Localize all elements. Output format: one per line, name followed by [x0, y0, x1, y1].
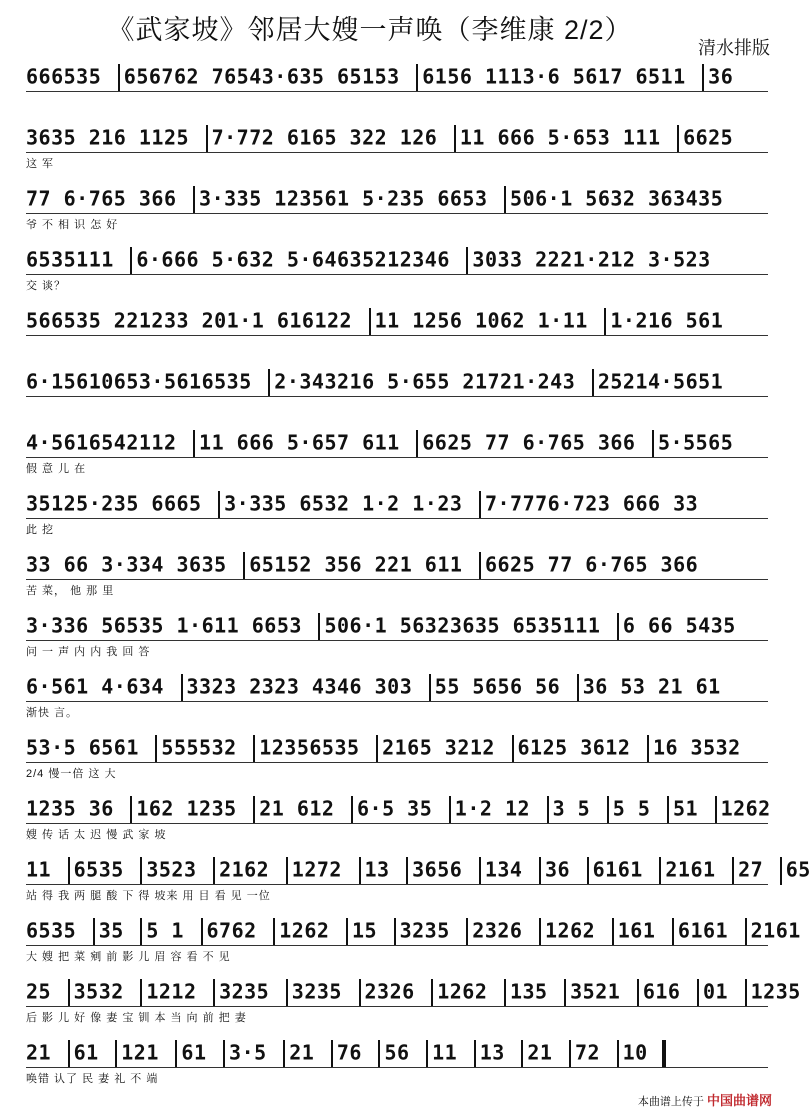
bar-line	[253, 796, 255, 824]
bar-line	[587, 857, 589, 885]
measure: 77 6·765 366	[26, 186, 190, 211]
measure: 72	[574, 1040, 613, 1065]
lyrics-line: 这 军	[26, 158, 55, 170]
measure: 2·343216 5·655 21721·243	[274, 369, 588, 394]
notation-line	[26, 64, 768, 92]
lyrics-line: 大 嫂 把 菜 剜 前 影 儿 眉 容 看 不 见	[26, 951, 231, 963]
bar-line	[378, 1040, 380, 1068]
measure: 1262	[720, 796, 771, 821]
score-row	[26, 241, 768, 302]
measure: 6·561 4·634	[26, 674, 177, 699]
bar-line	[140, 918, 142, 946]
bar-line	[607, 796, 609, 824]
notation-line	[26, 308, 768, 336]
bar-line	[68, 857, 70, 885]
notation-line	[26, 491, 768, 519]
measure: 56	[384, 1040, 423, 1065]
measure: 36 53 21 61	[582, 674, 721, 699]
measure: 6535111	[26, 247, 127, 272]
measure: 6161	[592, 857, 656, 882]
bar-line	[504, 979, 506, 1007]
bar-line	[745, 918, 747, 946]
bar-line	[539, 857, 541, 885]
bar-line	[318, 613, 320, 641]
bar-line	[394, 918, 396, 946]
measure: 135	[509, 979, 561, 1004]
bar-line	[466, 247, 468, 275]
measure: 1235	[750, 979, 801, 1004]
bar-line	[68, 979, 70, 1007]
notation-line	[26, 1040, 768, 1068]
measure: 76	[336, 1040, 375, 1065]
notation-line	[26, 369, 768, 397]
bar-line	[466, 918, 468, 946]
lyrics-line: 站 得 我 两 腿 酸 下 得 坡来 用 目 看 见 一位	[26, 890, 271, 902]
bar-line	[715, 796, 717, 824]
bar-line	[667, 796, 669, 824]
measure: 65	[785, 857, 811, 882]
measure: 2165 3212	[382, 735, 508, 760]
bar-line	[369, 308, 371, 336]
measure: 55 5656 56	[434, 674, 573, 699]
measure: 6·5 35	[357, 796, 445, 821]
measure: 3235	[219, 979, 282, 1004]
bar-line	[569, 1040, 571, 1068]
score-row	[26, 973, 801, 1034]
measure: 6625	[683, 125, 734, 150]
measure: 11 1256 1062 1·11	[374, 308, 601, 333]
measure: 3656	[412, 857, 475, 882]
bar-line	[218, 491, 220, 519]
measure: 53·5 6561	[26, 735, 152, 760]
bar-line	[416, 430, 418, 458]
lyrics-line: 交 谈？	[26, 280, 67, 292]
bar-line	[201, 918, 203, 946]
measure: 21 612	[259, 796, 347, 821]
lyrics-line: 嫂 传 话 太 迟 慢 武 家 坡	[26, 829, 167, 841]
measure: 11	[26, 857, 64, 882]
footer	[638, 1090, 772, 1109]
measure: 134	[484, 857, 536, 882]
bar-line	[223, 1040, 225, 1068]
bar-line	[268, 369, 270, 397]
score-row	[26, 668, 768, 729]
measure: 3·5	[229, 1040, 280, 1065]
bar-line	[512, 735, 514, 763]
measure: 25	[26, 979, 64, 1004]
bar-line	[351, 796, 353, 824]
score-row	[26, 729, 768, 790]
bar-line	[346, 918, 348, 946]
measure: 506·1 5632 363435	[510, 186, 724, 211]
lyrics-line: 唤错 认了 民 妻 礼 不 端	[26, 1073, 159, 1085]
bar-line	[677, 125, 679, 153]
bar-line	[130, 796, 132, 824]
arranger-credit: 清水排版	[698, 38, 770, 58]
bar-line	[155, 735, 157, 763]
bar-line	[780, 857, 782, 885]
measure: 61	[181, 1040, 220, 1065]
bar-line	[732, 857, 734, 885]
bar-line	[115, 1040, 117, 1068]
measure: 656762 76543·635 65153	[123, 64, 413, 89]
measure: 6·15610653·5616535	[26, 369, 265, 394]
score-row	[26, 607, 768, 668]
score-row	[26, 912, 801, 973]
measure: 616	[642, 979, 693, 1004]
measure: 3·335 6532 1·2 1·23	[224, 491, 475, 516]
lyrics-line: 问 一 声 内 内 我 回 答	[26, 646, 151, 658]
measure: 3033 2221·212 3·523	[472, 247, 711, 272]
bar-line	[612, 918, 614, 946]
measure: 1262	[545, 918, 608, 943]
bar-line	[617, 613, 619, 641]
bar-line	[521, 1040, 523, 1068]
bar-line	[547, 796, 549, 824]
measure: 21	[26, 1040, 64, 1065]
bar-line	[206, 125, 208, 153]
measure: 16 3532	[652, 735, 741, 760]
measure: 3 5	[552, 796, 603, 821]
notation-line	[26, 552, 768, 580]
bar-line	[175, 1040, 177, 1068]
measure: 1235 36	[26, 796, 127, 821]
footer-prefix: 本曲谱上传于	[637, 1096, 704, 1108]
measure: 666535	[26, 64, 114, 89]
bar-line	[140, 857, 142, 885]
lyrics-line: 苦 菜， 他 那 里	[26, 585, 115, 597]
measure: 3235	[399, 918, 463, 943]
score-row	[26, 790, 771, 851]
measure: 566535 221233 201·1 616122	[26, 308, 365, 333]
notation-line	[26, 125, 768, 153]
measure: 36	[708, 64, 734, 89]
score-row	[26, 1034, 768, 1095]
measure: 33 66 3·334 3635	[26, 552, 240, 577]
lyrics-line: 此 挖	[26, 524, 55, 536]
bar-line	[564, 979, 566, 1007]
measure: 3·335 123561 5·235 6653	[199, 186, 501, 211]
measure: 121	[121, 1040, 172, 1065]
measure: 35125·235 6665	[26, 491, 215, 516]
bar-line	[243, 552, 245, 580]
measure: 11 666 5·657 611	[199, 430, 413, 455]
beam-underline	[26, 91, 768, 94]
measure: 1212	[146, 979, 210, 1004]
bar-line	[213, 857, 215, 885]
measure: 161	[617, 918, 668, 943]
measure: 6535	[73, 857, 137, 882]
bar-line	[359, 979, 361, 1007]
bar-line	[697, 979, 699, 1007]
score-row	[26, 485, 768, 546]
measure: 2161	[750, 918, 801, 943]
score-row	[26, 851, 811, 912]
bar-line	[359, 857, 361, 885]
measure: 5 1	[146, 918, 197, 943]
measure: 3·336 56535 1·611 6653	[26, 613, 315, 638]
bar-line	[213, 979, 215, 1007]
bar-line	[604, 308, 606, 336]
measure: 5·5565	[658, 430, 734, 455]
measure: 2162	[219, 857, 282, 882]
bar-line	[454, 125, 456, 153]
notation-line	[26, 796, 771, 824]
measure: 25214·5651	[597, 369, 724, 394]
measure: 1262	[279, 918, 342, 943]
measure: 7·772 6165 322 126	[211, 125, 450, 150]
bar-line	[592, 369, 594, 397]
measure: 3521	[570, 979, 633, 1004]
measure: 1272	[291, 857, 355, 882]
measure: 13	[364, 857, 403, 882]
lyrics-line: 后 影 儿 好 像 妻 宝 钏 本 当 向 前 把 妻	[26, 1012, 247, 1024]
measure: 1·2 12	[454, 796, 543, 821]
notation-line	[26, 430, 768, 458]
bar-line	[193, 430, 195, 458]
measure: 6625 77 6·765 366	[422, 430, 648, 455]
bar-line	[68, 1040, 70, 1068]
lyrics-line: 渐快 言。	[26, 707, 79, 719]
bar-line	[93, 918, 95, 946]
measure: 1·216 561	[610, 308, 724, 333]
lyrics-line: 爷 不 相 识 怎 好	[26, 219, 119, 231]
measure: 2326	[364, 979, 428, 1004]
bar-line	[652, 430, 654, 458]
measure: 1262	[437, 979, 500, 1004]
bar-line	[504, 186, 506, 214]
measure: 4·5616542112	[26, 430, 190, 455]
measure: 15	[351, 918, 390, 943]
score-row	[26, 180, 768, 241]
bar-line	[193, 186, 195, 214]
bar-line	[431, 979, 433, 1007]
notation-line	[26, 735, 768, 763]
bar-line	[406, 857, 408, 885]
measure: 21	[289, 1040, 327, 1065]
bar-line	[479, 491, 481, 519]
notation-line	[26, 857, 811, 885]
measure: 51	[672, 796, 711, 821]
notation-line	[26, 674, 768, 702]
notation-line	[26, 186, 768, 214]
bar-line	[253, 735, 255, 763]
measure: 6156 1113·6 5617 6511	[422, 64, 699, 89]
measure: 01	[703, 979, 741, 1004]
measure: 3235	[291, 979, 355, 1004]
measure: 6762	[206, 918, 270, 943]
measure: 6125 3612	[517, 735, 643, 760]
measure: 13	[479, 1040, 518, 1065]
bar-line	[647, 735, 649, 763]
measure: 6535	[26, 918, 89, 943]
bar-line	[181, 674, 183, 702]
bar-line	[745, 979, 747, 1007]
bar-line	[376, 735, 378, 763]
final-bar-line	[662, 1040, 666, 1068]
bar-line	[479, 552, 481, 580]
bar-line	[637, 979, 639, 1007]
measure: 35	[98, 918, 137, 943]
measure: 3532	[73, 979, 137, 1004]
lyrics-line: 2/4 慢一倍 这 大	[26, 768, 117, 780]
beam-underline	[26, 396, 768, 399]
bar-line	[331, 1040, 333, 1068]
notation-line	[26, 979, 801, 1007]
measure: 3523	[146, 857, 210, 882]
measure: 61	[73, 1040, 112, 1065]
bar-line	[286, 857, 288, 885]
measure: 7·7776·723 666 33	[484, 491, 699, 516]
bar-line	[118, 64, 120, 92]
lyrics-line: 假 意 儿 在	[26, 463, 87, 475]
measure: 3635 216 1125	[26, 125, 202, 150]
bar-line	[539, 918, 541, 946]
measure: 27	[738, 857, 776, 882]
measure: 11	[432, 1040, 470, 1065]
measure: 36	[545, 857, 583, 882]
bar-line	[429, 674, 431, 702]
measure: 162 1235	[136, 796, 250, 821]
measure: 506·1 56323635 6535111	[324, 613, 613, 638]
measure: 3323 2323 4346 303	[186, 674, 425, 699]
score-row	[26, 119, 768, 180]
bar-line	[659, 857, 661, 885]
score	[26, 58, 811, 1095]
measure: 21	[527, 1040, 565, 1065]
bar-line	[283, 1040, 285, 1068]
bar-line	[273, 918, 275, 946]
bar-line	[140, 979, 142, 1007]
measure: 2161	[665, 857, 729, 882]
measure: 6·666 5·632 5·6463521234​6	[136, 247, 463, 272]
page-title: 《武家坡》邻居大嫂一声唤（李维康 2/2）	[107, 15, 633, 45]
score-row	[26, 58, 768, 119]
bar-line	[479, 857, 481, 885]
bar-line	[449, 796, 451, 824]
site-logo: 中国曲谱网	[706, 1093, 772, 1108]
bar-line	[286, 979, 288, 1007]
bar-line	[426, 1040, 428, 1068]
measure: 10	[622, 1040, 661, 1065]
bar-line	[130, 247, 132, 275]
score-row	[26, 424, 768, 485]
bar-line	[617, 1040, 619, 1068]
score-row	[26, 302, 768, 363]
measure: 5 5	[612, 796, 663, 821]
score-row	[26, 546, 768, 607]
bar-line	[416, 64, 418, 92]
measure: 6161	[677, 918, 741, 943]
measure: 12356535	[259, 735, 373, 760]
measure: 6625 77 6·765 366	[484, 552, 699, 577]
bar-line	[474, 1040, 476, 1068]
bar-line	[577, 674, 579, 702]
measure: 65152 356 221 611	[249, 552, 475, 577]
measure: 2326	[472, 918, 536, 943]
beam-underline	[26, 335, 768, 338]
bar-line	[702, 64, 704, 92]
measure: 6 66 5435	[622, 613, 736, 638]
score-row	[26, 363, 768, 424]
measure: 555532	[161, 735, 250, 760]
notation-line	[26, 613, 768, 641]
notation-line	[26, 918, 801, 946]
notation-line	[26, 247, 768, 275]
measure: 11 666 5·653 111	[459, 125, 674, 150]
bar-line	[672, 918, 674, 946]
